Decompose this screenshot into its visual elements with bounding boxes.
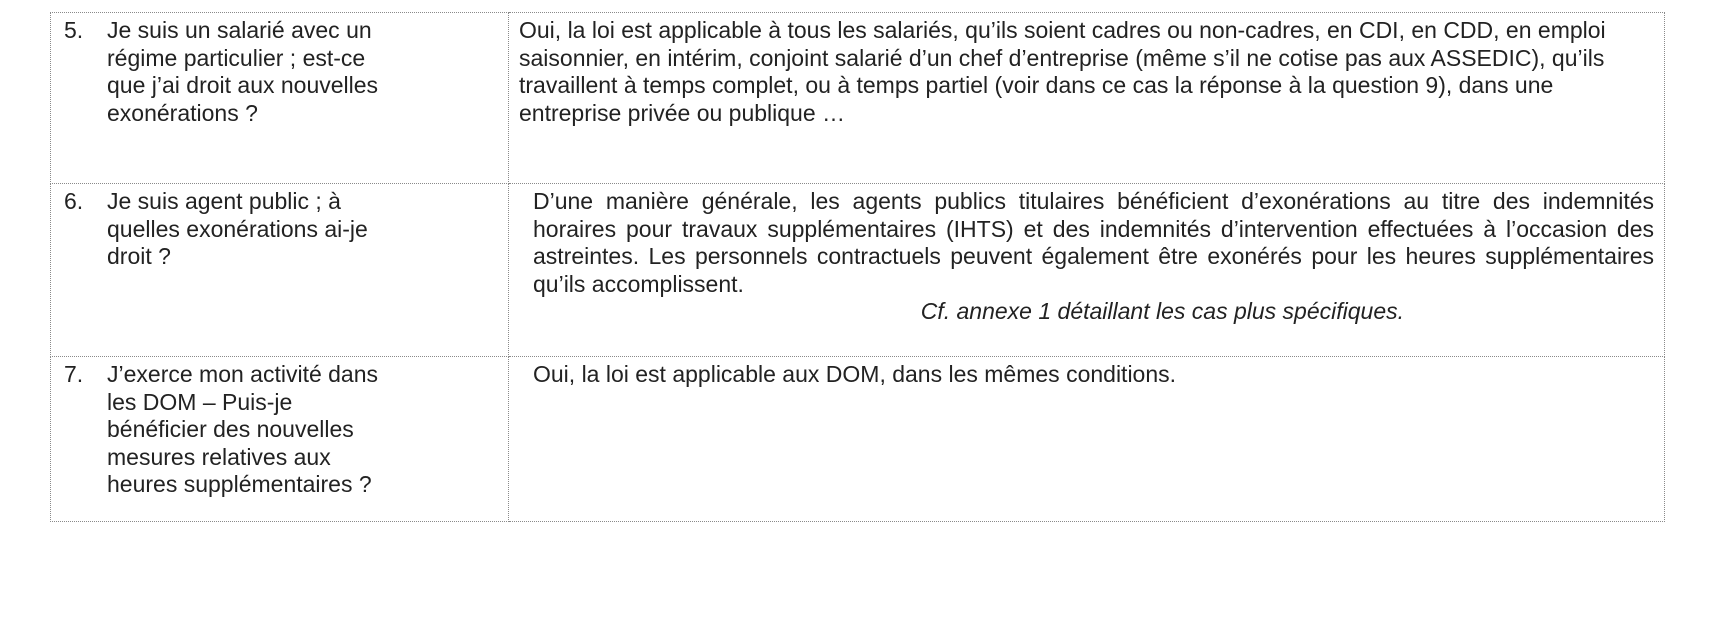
answer-cell bbox=[509, 357, 1665, 522]
annex-note: Cf. annexe 1 détaillant les cas plus spécifiques. bbox=[920, 298, 1404, 324]
question-number: 5. bbox=[64, 17, 84, 43]
answer-text: Oui, la loi est applicable aux DOM, dans les mêmes conditions. bbox=[533, 361, 1177, 387]
question-text: Je suis un salarié avec un régime particulier ; est-ce que j’ai droit aux nouvelles exonérations ? bbox=[107, 17, 379, 126]
question-number: 6. bbox=[64, 188, 84, 214]
answer-text: D’une manière générale, les agents publics titulaires bénéficient d’exonérations au titre des indemnités horaires pour travaux supplémentaires (IHTS) et des indemnités d’intervention effectuées à l’occasion des astreintes. Les personnels contractuels peuvent également être exonérés pour les heures supplémentaires qu’ils accomplissent. bbox=[533, 188, 1654, 297]
question-cell bbox=[51, 357, 509, 522]
question bbox=[61, 17, 498, 127]
table-row bbox=[51, 184, 1665, 357]
faq-table bbox=[50, 12, 1665, 522]
table-row bbox=[51, 357, 1665, 522]
question-number: 7. bbox=[64, 361, 84, 387]
question-cell bbox=[51, 184, 509, 357]
question bbox=[61, 361, 498, 499]
answer-text: Oui, la loi est applicable à tous les salariés, qu’ils soient cadres ou non-cadres, en CDI, en CDD, en emploi saisonnier, en intérim, conjoint salarié d’un chef d’entreprise (même s’il ne cotise pas aux ASSEDIC), qu’ils travaillent à temps complet, ou à temps partiel (voir dans ce cas la réponse à la question 9), dans une entreprise privée ou publique … bbox=[519, 17, 1606, 126]
question bbox=[61, 188, 498, 271]
question-text: Je suis agent public ; à quelles exonérations ai-je droit ? bbox=[107, 188, 368, 269]
table-row bbox=[51, 13, 1665, 184]
question-cell bbox=[51, 13, 509, 184]
question-text: J’exerce mon activité dans les DOM – Puis-je bénéficier des nouvelles mesures relatives aux heures supplémentaires ? bbox=[107, 361, 379, 497]
answer-cell bbox=[509, 184, 1665, 357]
answer-cell bbox=[509, 13, 1665, 184]
